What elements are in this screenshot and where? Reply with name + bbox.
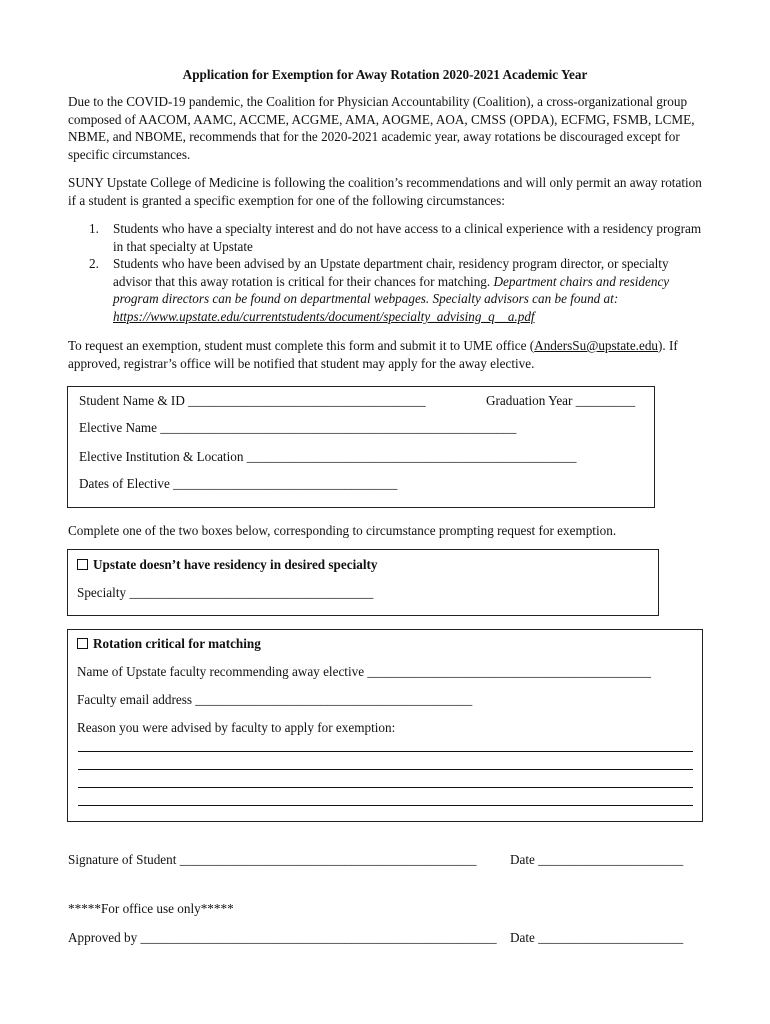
student-info-box — [67, 386, 655, 508]
reason-line[interactable] — [78, 787, 693, 788]
elective-name-blank[interactable]: ______________________________________________________ — [160, 420, 517, 435]
elective-dates-blank[interactable]: __________________________________ — [173, 476, 398, 491]
elective-name-label: Elective Name — [79, 420, 157, 435]
approved-by-label: Approved by — [68, 930, 138, 945]
faculty-name-label: Name of Upstate faculty recommending away elective — [77, 664, 365, 679]
student-name-field[interactable] — [79, 392, 426, 410]
rotation-critical-heading-text: Rotation critical for matching — [93, 636, 261, 651]
elective-dates-label: Dates of Elective — [79, 476, 170, 491]
approval-date-label: Date — [510, 930, 535, 945]
reason-line[interactable] — [78, 769, 693, 770]
rotation-critical-heading[interactable] — [77, 635, 261, 653]
signature-label: Signature of Student — [68, 852, 177, 867]
elective-name-field[interactable] — [79, 419, 516, 437]
intro-paragraph: Due to the COVID-19 pandemic, the Coalition for Physician Accountability (Coalition), a cross-organizational group composed of AACOM, AAMC, ACCME, ACGME, AMA, AOGME, AOA, CMSS (OPDA), ECFMG, FSMB, LCME, NBME, and NBOME, recommends that for the 2020-2021 academic year, away rotations be discouraged except for specific circumstances. — [68, 94, 695, 162]
specialty-label: Specialty — [77, 585, 127, 600]
student-name-blank[interactable]: ____________________________________ — [188, 393, 426, 408]
page-title: Application for Exemption for Away Rotation 2020-2021 Academic Year — [182, 67, 588, 82]
graduation-year-label: Graduation Year — [486, 393, 573, 408]
faculty-email-blank[interactable]: __________________________________________ — [195, 692, 473, 707]
list-number: 1. — [89, 221, 99, 236]
circumstance-text: Students who have a specialty interest and do not have access to a clinical experience with a residency program in that specialty at Upstate — [113, 221, 702, 254]
faculty-email-label: Faculty email address — [77, 692, 192, 707]
list-item — [68, 255, 708, 325]
list-item — [68, 220, 708, 255]
specialty-advising-link[interactable]: https://www.upstate.edu/currentstudents/document/specialty_advising_q__a.pdf — [113, 308, 535, 324]
no-residency-box — [67, 549, 659, 616]
instruction-text: Complete one of the two boxes below, corresponding to circumstance prompting request for exemption. — [68, 523, 617, 538]
office-use-label: *****For office use only***** — [68, 901, 234, 916]
specialty-blank[interactable]: _____________________________________ — [129, 585, 374, 600]
elective-institution-label: Elective Institution & Location — [79, 449, 244, 464]
advisor-note: Department chairs and residency program directors can be found on departmental webpages. Specialty advisors can be found at: — [113, 273, 670, 307]
signature-date-blank[interactable]: ______________________ — [538, 852, 684, 867]
circumstances-list — [68, 220, 708, 326]
graduation-year-field[interactable] — [486, 392, 635, 410]
approval-date-field[interactable] — [510, 929, 683, 947]
faculty-name-blank[interactable]: ___________________________________________ — [367, 664, 651, 679]
approved-by-field[interactable] — [68, 929, 497, 947]
request-paragraph — [68, 337, 708, 372]
graduation-year-blank[interactable]: _________ — [575, 393, 636, 408]
elective-dates-field[interactable] — [79, 475, 397, 493]
approval-date-blank[interactable]: ______________________ — [538, 930, 684, 945]
list-number: 2. — [89, 256, 99, 272]
approved-by-blank[interactable]: ______________________________________________________ — [140, 930, 497, 945]
rotation-critical-box — [67, 629, 703, 822]
elective-institution-blank[interactable]: __________________________________________________ — [246, 449, 577, 464]
circumstance-text: Students who have been advised by an Upstate department chair, residency program director, or specialty advisor that this away rotation is critical for their chances for matching. — [113, 256, 669, 289]
no-residency-heading[interactable] — [77, 556, 378, 574]
policy-paragraph: SUNY Upstate College of Medicine is following the coalition’s recommendations and will only permit an away rotation if a student is granted a specific exemption for one of the following circumstances: — [68, 175, 702, 208]
specialty-field[interactable] — [77, 584, 373, 602]
signature-date-field[interactable] — [510, 851, 683, 869]
reason-label: Reason you were advised by faculty to apply for exemption: — [77, 720, 396, 735]
request-text-before: To request an exemption, student must complete this form and submit it to UME office ( — [68, 338, 535, 353]
ume-email-link[interactable]: AndersSu@upstate.edu — [534, 338, 659, 353]
reason-line[interactable] — [78, 805, 693, 806]
request-text-after: ). If approved, registrar’s office will be notified that student may apply for the away elective. — [68, 338, 678, 371]
faculty-name-field[interactable] — [77, 663, 651, 681]
student-signature-field[interactable] — [68, 851, 476, 869]
checkbox-icon[interactable] — [77, 559, 88, 570]
faculty-email-field[interactable] — [77, 691, 472, 709]
student-name-label: Student Name & ID — [79, 393, 185, 408]
reason-line[interactable] — [78, 751, 693, 752]
signature-blank[interactable]: _____________________________________________ — [179, 852, 477, 867]
elective-institution-field[interactable] — [79, 448, 576, 466]
checkbox-icon[interactable] — [77, 638, 88, 649]
signature-date-label: Date — [510, 852, 535, 867]
no-residency-heading-text: Upstate doesn’t have residency in desired specialty — [93, 557, 378, 572]
